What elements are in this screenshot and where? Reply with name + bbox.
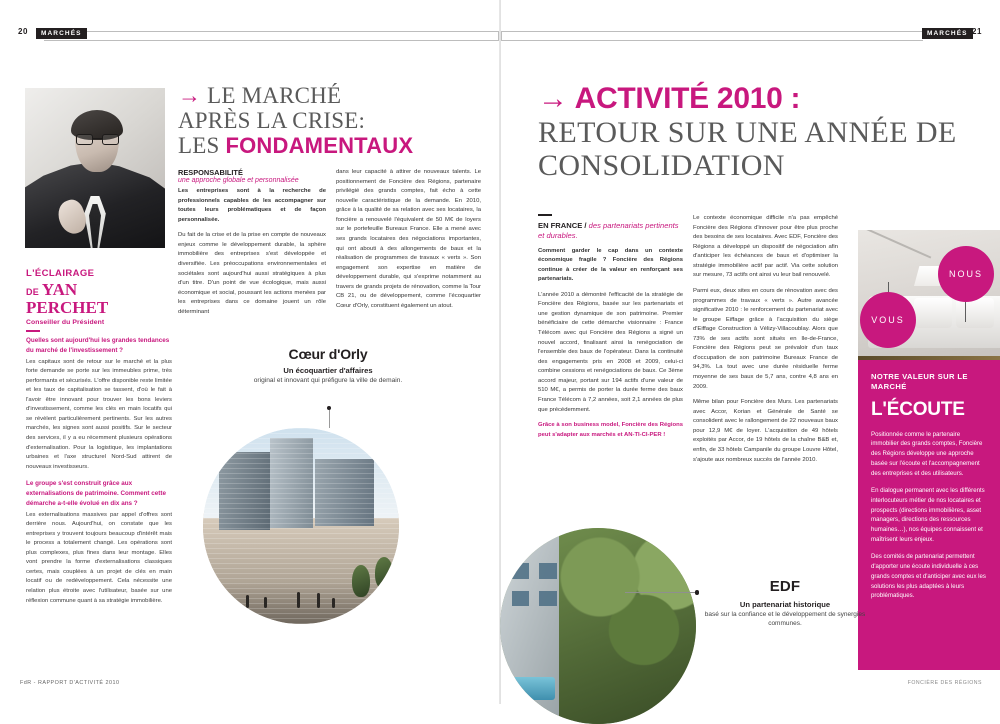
- coeur-orly-caption: [178, 346, 478, 386]
- section-subheading: des partenariats pertinents et durables.: [538, 221, 679, 241]
- section-subheading: une approche globale et personnalisée: [178, 177, 299, 184]
- photo-window: [512, 563, 530, 579]
- footer-left: FdR - RAPPORT D'ACTIVITÉ 2010: [20, 680, 120, 686]
- edf-caption-leader: [625, 592, 697, 593]
- photo-pedestrian: [297, 592, 300, 608]
- photo-vegetation: [559, 528, 696, 724]
- right-body-column-2: [693, 214, 838, 471]
- left-article-title: [178, 84, 478, 158]
- bubble-nous: NOUS: [938, 246, 994, 302]
- title-text-1: LE MARCHÉ: [207, 83, 342, 108]
- body-paragraph: dans leur capacité à attirer de nouveaux talents. Le positionnement de Foncière des Régions, partenaire privilégié des grands comptes, fait écho à cette nouvelle caractéristique de la demande. En 2010, grâce à la qualité de sa relation avec ses locataires, la foncière a renouvelé l'équivalent de 50 M€ de loyers sur le portefeuille Bureaux France. Elle a mené avec ses grands locataires des négociations importantes, qui ont abouti à des allongements de baux et la réalisation de programmes de travaux « verts ». Son engagement son expertise en matière de développement durable, qui s'exprime notamment au travers de grands projets de rénovation, comme la Tour CB 21, ou de développement, comme l'écoquartier Cœur d'Orly, constituent également un atout.: [336, 169, 481, 309]
- panel-top-strip: [858, 356, 1000, 360]
- sidebar-paragraph: Positionnée comme le partenaire immobilier des grands comptes, Foncière des Régions développe une approche basée sur l'écoute et l'accompagnement des entreprises et des utilisateurs.: [871, 430, 983, 477]
- title-text-1: ACTIVITÉ 2010 :: [574, 82, 801, 115]
- folio-left: 20: [18, 27, 28, 36]
- lead-paragraph: Comment garder le cap dans un contexte économique fragile ? Foncière des Régions continue à créer de la valeur en renforçant ses partenariats.: [538, 247, 683, 283]
- interview-question: Quelles sont aujourd'hui les grandes tendances du marché de l'investissement ?: [26, 337, 170, 354]
- body-paragraph: Le contexte économique difficile n'a pas empêché Foncière des Régions d'innover pour être plus proche des besoins de ses locataires. Avec EDF, Foncière des Régions a développé un dispositif de négociation afin d'anticiper les échéances de baux et d'optimiser la stratégie immobilière actif par actif. Via cette solution sur mesure, 73 actifs ont ainsi vu leur bail renouvelé.: [693, 215, 838, 279]
- edf-caption: [690, 578, 880, 629]
- arrow-right-icon: →: [178, 83, 202, 108]
- title-line-1: [178, 84, 478, 109]
- edf-sub1: Un partenariat historique: [739, 600, 831, 609]
- sofa-cushion: [956, 298, 994, 328]
- section-heading-text: RESPONSABILITÉ: [178, 168, 243, 177]
- credit-role: Conseiller du Président: [26, 318, 105, 326]
- interview-column: [26, 330, 172, 613]
- photo-glass-texture: [203, 428, 399, 624]
- lamp-arm: [865, 230, 932, 259]
- edf-name: EDF: [769, 578, 801, 595]
- photo-pedestrian: [317, 593, 320, 608]
- title-line-2: RETOUR SUR UNE ANNÉE DE CONSOLIDATION: [538, 116, 957, 182]
- photo-pedestrian: [332, 598, 335, 608]
- footer-right: FONCIÈRE DES RÉGIONS: [907, 680, 982, 686]
- photo-pedestrian: [264, 597, 267, 608]
- left-body-column-1: [178, 168, 326, 323]
- section-kicker-left: MARCHÉS: [36, 28, 87, 39]
- interview-rule: [26, 330, 40, 332]
- column-rule: [538, 214, 552, 216]
- caption-pin-marker: [327, 406, 331, 428]
- title-text-3a: LES: [178, 132, 226, 158]
- title-line-3: [178, 134, 478, 159]
- bubble-stem: [965, 302, 966, 322]
- credit-lastname: PERCHET: [26, 297, 109, 317]
- coeur-orly-photo: [203, 428, 399, 624]
- header-rule-right: [501, 31, 923, 41]
- photo-window: [539, 563, 557, 579]
- credit-firstname: YAN: [41, 280, 78, 299]
- credit-de: DE: [26, 287, 40, 297]
- sidebar-headline: L'ÉCOUTE: [871, 398, 965, 420]
- interview-answer: Les capitaux sont de retour sur le marché et la plus forte demande se porte sur les immeubles prime, très performants et sécurisés. L'offre disponible reste limitée et les taux de capitalisation se tassent, d'où le fait à l'avoir être innovant pour trouver les bons leviers d'investissement, comme les clés en main locatifs qui se révèlent particulièrement pertinents. Sur les autres marchés, les signes sont aussi positifs. Sur le secteur des services, il y a eu récemment plusieurs opérations d'externalisation. Pour la logistique, les implantations urbaines et l'axe structurel Nord-Sud attirent de nouveaux investisseurs.: [26, 358, 172, 470]
- body-paragraph: L'année 2010 a démontré l'efficacité de la stratégie de Foncière des Régions, basée sur les partenariats et une gestion dynamique de son patrimoine. Premier bénéficiaire de cette démarche visionnaire : France Télécom avec qui Foncière des Régions a signé un nouvel accord, finalisant ainsi la renégociation de l'ensemble des baux de l'opérateur. Dans la continuité des engagements pris en 2008 et 2009, celui-ci combine cessions et renégociations de baux. Ce 3ème accord majeur, portant sur 194 actifs d'une valeur de 510 M€, a permis de porter la durée ferme des baux France Télécom à 7,2 années, soit 2,1 années de plus que précédemment.: [538, 291, 683, 413]
- interview-question: Le groupe s'est construit grâce aux externalisations de patrimoine. Comment cette démarche a-t-elle évolué en dix ans ?: [26, 480, 166, 507]
- coeur-orly-sub2: original et innovant qui préfigure la ville de demain.: [253, 377, 403, 384]
- title-text-3b: FONDAMENTAUX: [225, 132, 414, 158]
- sidebar-paragraph: En dialogue permanent avec les différents interlocuteurs métier de nos locataires et prospects (directions immobilières, asset managers, directions des ressources humaines…), nos équipes connaissent et maîtrisent leurs enjeux.: [871, 486, 985, 544]
- arrow-right-icon: →: [538, 82, 568, 115]
- body-paragraph: Du fait de la crise et de la prise en compte de nouveaux enjeux comme le développement durable, la sphère immobilière des entreprises s'est développée et diversifiée. Les préoccupations environnementales et sociétales sont aujourd'hui aussi stratégiques à plus d'un titre. D'un point de vue écologique, mais aussi économique et social, poussant les actions menées par les entreprises dans ce domaine jouent un rôle déterminant: [178, 232, 326, 315]
- sidebar-eyebrow: NOTRE VALEUR SUR LE MARCHÉ: [871, 372, 968, 392]
- body-paragraph: Même bilan pour Foncière des Murs. Les partenariats avec Accor, Korian et Générale de Santé se consolident avec le rallongement de 22 nouveaux baux pour 12,9 M€ de loyer. L'acquisition de 49 hôtels exploités par Accor, de 19 hôtels de la chaîne B&B et, enfin, de 33 hôtels Campanile du groupe Louvre Hôtel, s'ajoute aux nombreux succès de l'année 2010.: [693, 399, 838, 463]
- title-line-2: APRÈS LA CRISE:: [178, 107, 366, 133]
- body-paragraph: Parmi eux, deux sites en cours de rénovation avec des programmes de travaux « verts ». Autre avancée significative 2010 : le renforcement du partenariat avec le groupe Eiffage grâce à l'acquisition du siège d'Eiffage Construction à Vélizy-Villacoublay. Alors que 73% de ses actifs sont situés en Ile-de-France, Foncière des Régions peut se prévaloir d'un taux d'occupation de son patrimoine Bureaux France de 94,3%. La tout avec une durée résiduelle ferme moyenne de ses baux de 5,7 ans, contre 4,8 ans en 2009.: [693, 287, 838, 390]
- credit-line-2: [26, 281, 176, 299]
- credit-line-1: L'ÉCLAIRAGE: [26, 268, 95, 279]
- section-kicker-right: MARCHÉS: [922, 28, 973, 39]
- section-heading-text: EN FRANCE: [538, 221, 583, 230]
- section-heading: EN FRANCE / des partenariats pertinents et durables.: [538, 221, 679, 241]
- photo-tree: [375, 557, 393, 588]
- body-paragraph: Les entreprises sont à la recherche de professionnels capables de les accompagner sur toutes leurs problématiques et de façon personnalisée.: [178, 188, 326, 223]
- photo-pedestrian: [246, 595, 249, 608]
- glasses-icon: [76, 134, 119, 145]
- photo-window: [512, 591, 530, 607]
- section-heading: [178, 168, 326, 184]
- right-body-column-1: [538, 214, 683, 446]
- interview-answer: Les externalisations massives par appel d'offres sont derrière nous. Aujourd'hui, on constate que les entreprises y trouvent toujours beaucoup d'intérêt mais le process a totalement changé. Les opérations sont plus complexes, plus fines dans leur montage. Elles vont prendre la forme d'externalisations classiques certes, mais couplées à un projet de clés en main locatif ou de redéveloppement. Cela nécessite une relation plus étroite avec l'utilisateur, basée sur une réflexion commune quant à sa stratégie immobilière.: [26, 511, 172, 604]
- folio-right: 21: [972, 27, 982, 36]
- photo-tree: [352, 565, 370, 596]
- photo-water: [504, 677, 555, 701]
- bubble-vous: VOUS: [860, 292, 916, 348]
- portrait-photo: [25, 88, 165, 248]
- edf-sub2: basé sur la confiance et le développement de synergies communes.: [704, 611, 866, 628]
- coeur-orly-name: Cœur d'Orly: [288, 346, 368, 362]
- title-line-1: [538, 84, 958, 114]
- photo-window: [539, 591, 557, 607]
- pull-quote: Grâce à son business model, Foncière des Régions peut s'adapter aux marchés et AN-TI-CI-PER !: [538, 422, 683, 438]
- contributor-credit: [26, 268, 176, 326]
- right-article-title: [538, 84, 958, 182]
- sidebar-paragraph: Des comités de partenariat permettent d'apporter une écoute individuelle à ces grands comptes et d'anticiper avec eux les solutions les plus adaptées à leurs problématiques.: [871, 552, 986, 600]
- sofa-cushion: [914, 298, 952, 328]
- coeur-orly-sub1: Un écoquartier d'affaires: [283, 366, 373, 375]
- left-body-column-2: [336, 168, 481, 317]
- edf-photo: [500, 528, 696, 724]
- header-rule-left: [44, 31, 499, 41]
